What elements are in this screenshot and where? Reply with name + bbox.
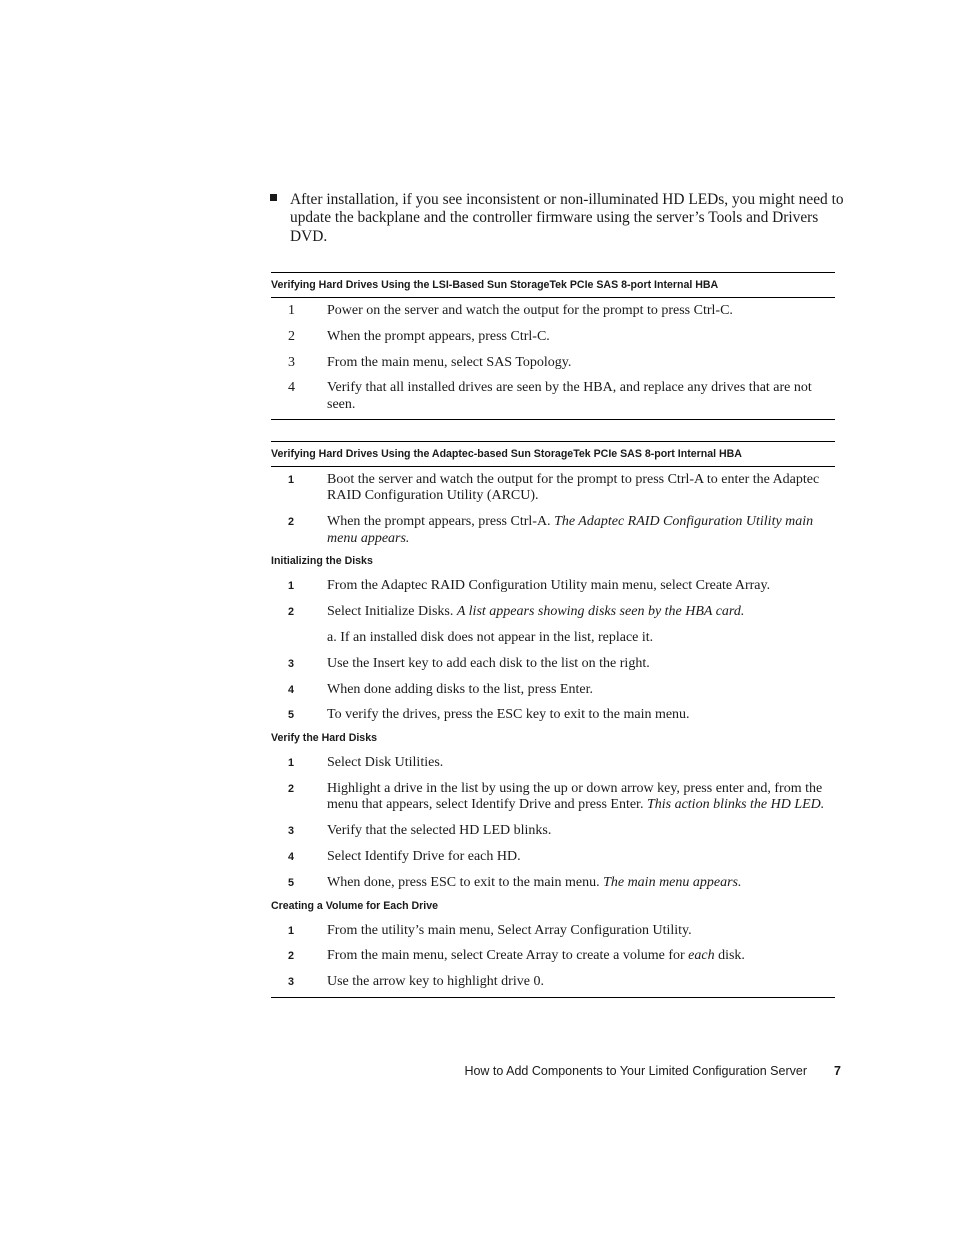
table-row — [271, 303, 835, 319]
step-result-italic: The main menu appears. — [603, 874, 742, 890]
table-row — [271, 923, 835, 939]
step-text: From the utility’s main menu, Select Array Configuration Utility. — [327, 922, 692, 938]
table-row — [271, 604, 835, 620]
step-text — [327, 604, 835, 620]
step-text: Verify that the selected HD LED blinks. — [327, 823, 552, 839]
step-text: From the Adaptec RAID Configuration Utility main menu, select Create Array. — [327, 578, 771, 594]
step-text: To verify the drives, press the ESC key to exit to the main menu. — [327, 707, 690, 723]
step-text: Use the Insert key to add each disk to the list on the right. — [327, 655, 650, 671]
step-text — [327, 948, 835, 964]
step-text: When the prompt appears, press Ctrl-C. — [327, 328, 550, 344]
step-number: 1 — [288, 757, 295, 770]
step-result-italic: A list appears showing disks seen by the HBA card. — [456, 604, 745, 620]
lsi-table-title: Verifying Hard Drives Using the LSI-Based Sun StorageTek PCIe SAS 8-port Internal HBA — [271, 273, 835, 298]
step-text: Boot the server and watch the output for the prompt to press Ctrl-A to enter the Adaptec RAID Configuration Utility (ARCU). — [327, 472, 820, 504]
table-row — [271, 823, 835, 839]
table-row — [271, 974, 835, 990]
step-number: 2 — [288, 516, 295, 529]
table-row — [271, 755, 835, 771]
step-text-plain: Select Initialize Disks. — [327, 604, 454, 620]
step-number: 4 — [288, 683, 295, 696]
step-text — [327, 875, 835, 891]
step-text-plain: Highlight a drive in the list by using the up or down arrow key, press enter and, from the menu that appears, select Identify Drive and press Enter. — [327, 780, 823, 813]
step-number: 1 — [288, 303, 295, 318]
step-text-plain: When done, press ESC to exit to the main menu. — [327, 874, 600, 890]
section-heading-verify: Verify the Hard Disks — [271, 732, 377, 745]
step-emphasis-italic: each — [688, 948, 715, 964]
table-row — [271, 656, 835, 672]
table-row — [271, 875, 835, 891]
step-text: Verify that all installed drives are seen by the HBA, and replace any drives that are not seen. — [327, 380, 812, 412]
step-text — [327, 514, 835, 547]
step-number: 3 — [288, 657, 295, 670]
step-number: 2 — [288, 606, 295, 619]
table-row — [271, 948, 835, 964]
page-number: 7 — [834, 1064, 841, 1078]
step-text: Use the arrow key to highlight drive 0. — [327, 974, 544, 990]
step-text — [327, 781, 835, 814]
table-row — [271, 781, 835, 814]
step-number: 4 — [288, 850, 295, 863]
step-number: 1 — [288, 924, 295, 937]
step-text: When done adding disks to the list, press Enter. — [327, 681, 593, 697]
step-number: 3 — [288, 825, 295, 838]
step-result-italic: The Adaptec RAID Configuration Utility main menu appears. — [327, 514, 814, 546]
bullet-square-icon — [270, 194, 277, 201]
section-heading-initialize: Initializing the Disks — [271, 555, 373, 568]
adaptec-table-title: Verifying Hard Drives Using the Adaptec-based Sun StorageTek PCIe SAS 8-port Internal HBA — [271, 442, 835, 467]
step-number: 2 — [288, 782, 295, 795]
step-text-before: From the main menu, select Create Array to create a volume for — [327, 948, 685, 964]
step-number: 2 — [288, 950, 295, 963]
step-number: 1 — [288, 474, 295, 486]
step-number: 1 — [288, 580, 295, 593]
step-number: 4 — [288, 380, 295, 396]
footer-chapter-title: How to Add Components to Your Limited Configuration Server — [464, 1064, 807, 1078]
step-text: Select Identify Drive for each HD. — [327, 848, 521, 864]
table-row — [271, 380, 835, 413]
adaptec-procedure-table — [271, 441, 835, 998]
table-row — [271, 707, 835, 723]
intro-bullet — [270, 191, 845, 246]
table-row — [271, 355, 835, 371]
step-text: Power on the server and watch the output for the prompt to press Ctrl-C. — [327, 303, 733, 318]
step-result-italic: This action blinks the HD LED. — [646, 797, 825, 813]
step-number: 2 — [288, 328, 295, 344]
table-row — [271, 514, 835, 547]
step-number: 5 — [288, 876, 295, 889]
table-row — [271, 472, 835, 505]
table-row — [271, 682, 835, 698]
step-number: 3 — [288, 976, 295, 989]
step-text: Select Disk Utilities. — [327, 755, 444, 771]
table-row — [271, 329, 835, 345]
lsi-procedure-table — [271, 272, 835, 420]
step-text-plain: When the prompt appears, press Ctrl-A. — [327, 514, 551, 530]
section-heading-volume: Creating a Volume for Each Drive — [271, 899, 438, 912]
step-number: 5 — [288, 709, 295, 722]
table-row — [271, 849, 835, 865]
step-text: From the main menu, select SAS Topology. — [327, 354, 572, 370]
step-number: 3 — [288, 354, 295, 370]
intro-bullet-text: After installation, if you see inconsistent or non-illuminated HD LEDs, you might need to update the backplane and the controller firmware using the server’s Tools and Drivers DVD. — [290, 191, 844, 245]
step-text-after: disk. — [718, 948, 745, 964]
substep-text: a. If an installed disk does not appear in the list, replace it. — [327, 630, 654, 645]
table-row — [271, 578, 835, 594]
